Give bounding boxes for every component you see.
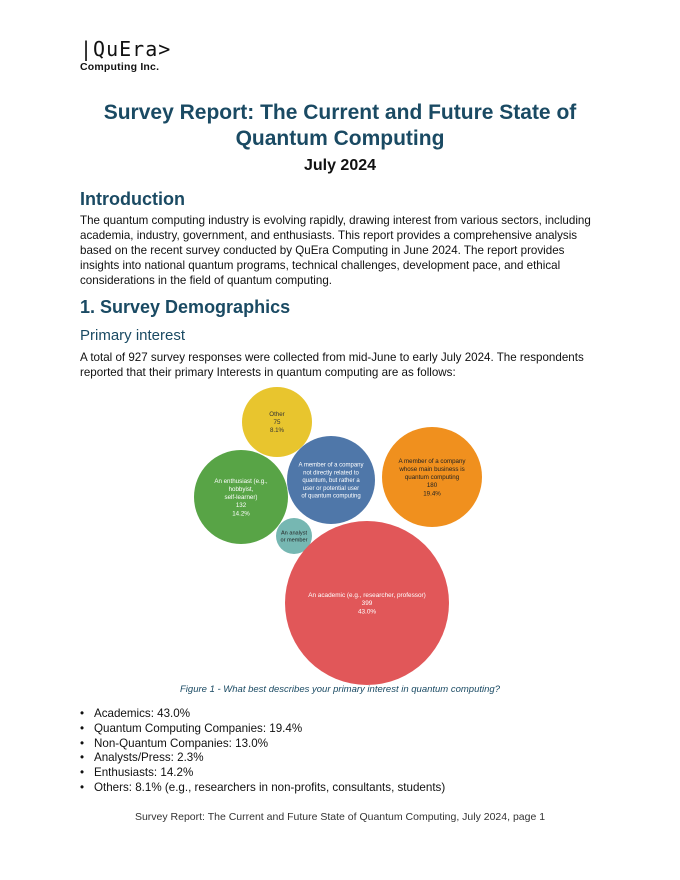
- list-item: • Academics: 43.0%: [80, 707, 600, 722]
- list-item: • Analysts/Press: 2.3%: [80, 751, 600, 766]
- bubble-chart: [180, 385, 500, 685]
- intro-heading: Introduction: [80, 189, 185, 209]
- page-footer: Survey Report: The Current and Future State of Quantum Computing, July 2024, page 1: [134, 811, 546, 823]
- interest-breakdown-list: [80, 707, 600, 796]
- bubble-label: A member of a company whose main business is quantum computing 180 19.4%: [398, 458, 466, 498]
- list-item: • Non-Quantum Companies: 13.0%: [80, 737, 600, 752]
- section-heading-demographics: 1. Survey Demographics: [80, 297, 291, 317]
- bubble-label: A member of a company not directly related to quantum, but rather a user or potential user of quantum computing: [298, 462, 364, 500]
- list-item: • Quantum Computing Companies: 19.4%: [80, 722, 600, 737]
- report-date: July 2024: [303, 157, 377, 174]
- company-logo: [80, 38, 171, 73]
- bubble-label: Other 75 8.1%: [269, 411, 285, 435]
- list-item: • Others: 8.1% (e.g., researchers in non-profits, consultants, students): [80, 781, 600, 796]
- logo-subtitle: Computing Inc.: [80, 61, 160, 73]
- intro-paragraph: The quantum computing industry is evolving rapidly, drawing interest from various sectors, including academia, industry, government, and enthusiasts. This report provides a comprehensive analysis based on the recent survey conducted by QuEra Computing in June 2024. The report provides insights into national quantum programs, technical challenges, development pace, and ethical considerations in the field of quantum computing.: [80, 214, 591, 287]
- list-item: • Enthusiasts: 14.2%: [80, 766, 600, 781]
- demographics-paragraph: A total of 927 survey responses were collected from mid-June to early July 2024. The respondents reported that their primary Interests in quantum computing are as follows:: [80, 351, 584, 379]
- figure-caption: Figure 1 - What best describes your primary interest in quantum computing?: [180, 684, 500, 695]
- logo-mark: |QuEra>: [80, 37, 172, 61]
- bubble-label: An analyst or member: [280, 530, 308, 544]
- report-title: Survey Report: The Current and Future State of Quantum Computing: [103, 101, 577, 150]
- subheading-primary-interest: Primary interest: [80, 327, 186, 344]
- bubble-label: An academic (e.g., researcher, professor) 399 43.0%: [308, 591, 426, 616]
- bubble-label: An enthusiast (e.g., hobbyist, self-learner) 132 14.2%: [214, 478, 268, 518]
